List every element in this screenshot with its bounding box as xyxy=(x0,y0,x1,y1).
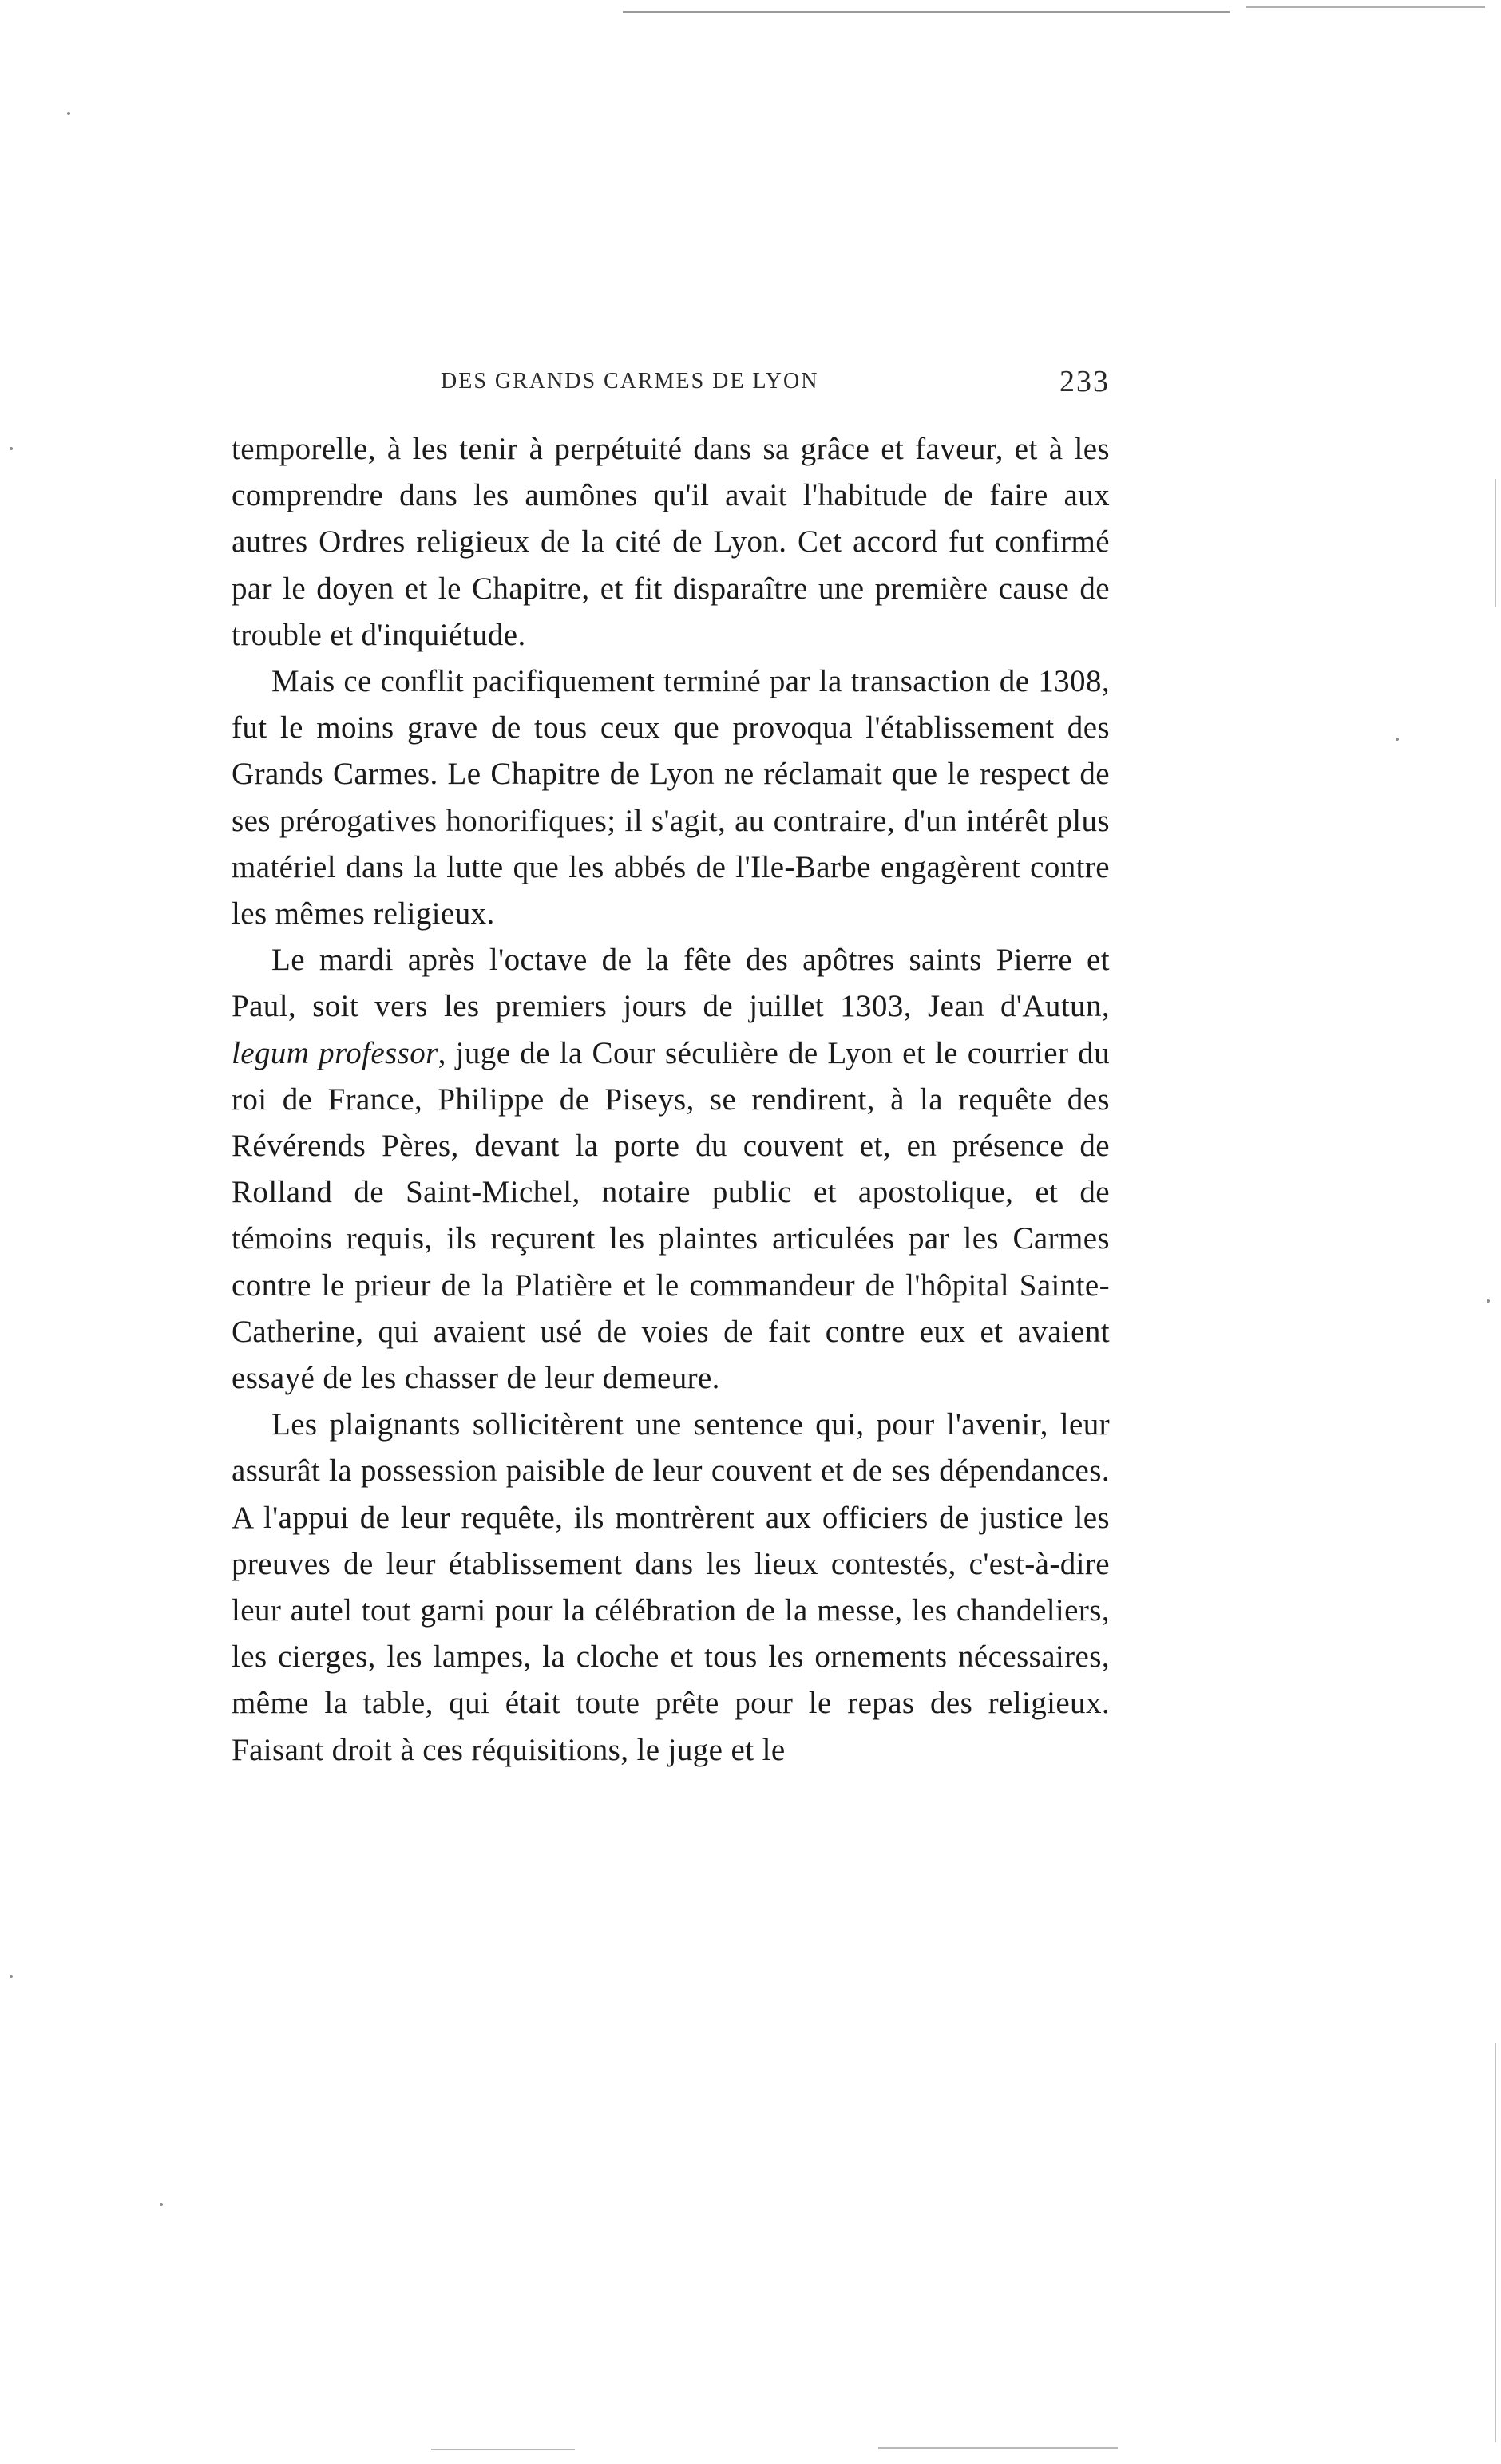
scan-edge-rule xyxy=(1495,2043,1496,2442)
running-title: DES GRANDS CARMES DE LYON xyxy=(441,369,819,394)
scan-speck xyxy=(10,447,13,450)
scan-edge-line xyxy=(878,2447,1118,2449)
paragraph-3-text: Le mardi après l'octave de la fête des apôtres saints Pierre et Paul, soit vers les premiers jours de juillet 1303, Jean d'Autun, xyxy=(232,943,1110,1024)
paragraph-2: Mais ce conflit pacifiquement terminé par la transaction de 1308, fut le moins grave de tous ceux que provoqua l'établissement des Grands Carmes. Le Chapitre de Lyon ne réclamait que le respect de ses prérogatives honorifiques; il s'agit, au contraire, d'un intérêt plus matériel dans la lutte que les abbés de l'Ile-Barbe engagèrent contre les mêmes religieux. xyxy=(232,664,1110,931)
scan-edge-line xyxy=(431,2449,575,2450)
page-body xyxy=(232,426,1110,1774)
scan-speck xyxy=(10,1975,13,1978)
paragraph-3 xyxy=(232,937,1110,1402)
scan-speck xyxy=(1487,1299,1490,1303)
scan-speck xyxy=(160,2203,163,2206)
paragraph-3-continuation: , juge de la Cour séculière de Lyon et le courrier du roi de France, Philippe de Piseys, se rendirent, à la requête des Révérends Pères, devant la porte du couvent et, en présence de Rolland de Saint-Michel, notaire public et apostolique, et de témoins requis, ils reçurent les plaintes articulées par les Carmes contre le prieur de la Platière et le commandeur de l'hôpital Sainte-Catherine, qui avaient usé de voies de fait contre eux et avaient essayé de les chasser de leur demeure. xyxy=(232,1035,1110,1396)
latin-title: legum professor xyxy=(232,1035,438,1070)
page-number: 233 xyxy=(1059,365,1110,398)
scan-edge-rule xyxy=(1495,479,1496,607)
scan-speck xyxy=(67,112,70,115)
scan-edge-line xyxy=(1246,6,1485,8)
paragraph-1: temporelle, à les tenir à perpétuité dans sa grâce et faveur, et à les comprendre dans les aumônes qu'il avait l'habitude de faire aux autres Ordres religieux de la cité de Lyon. Cet accord fut confirmé par le doyen et le Chapitre, et fit disparaître une première cause de trouble et d'inquiétude. xyxy=(232,432,1110,652)
scan-speck xyxy=(1396,738,1399,741)
scan-edge-line xyxy=(623,11,1230,13)
paragraph-4: Les plaignants sollicitèrent une sentence qui, pour l'avenir, leur assurât la possession paisible de leur couvent et de ses dépendances. A l'appui de leur requête, ils montrèrent aux officiers de justice les preuves de leur établissement dans les lieux contestés, c'est-à-dire leur autel tout garni pour la célébration de la messe, les chandeliers, les cierges, les lampes, la cloche et tous les ornements nécessaires, même la table, qui était toute prête pour le repas des religieux. Faisant droit à ces réquisitions, le juge et le xyxy=(232,1407,1110,1767)
page-header xyxy=(232,366,1110,413)
